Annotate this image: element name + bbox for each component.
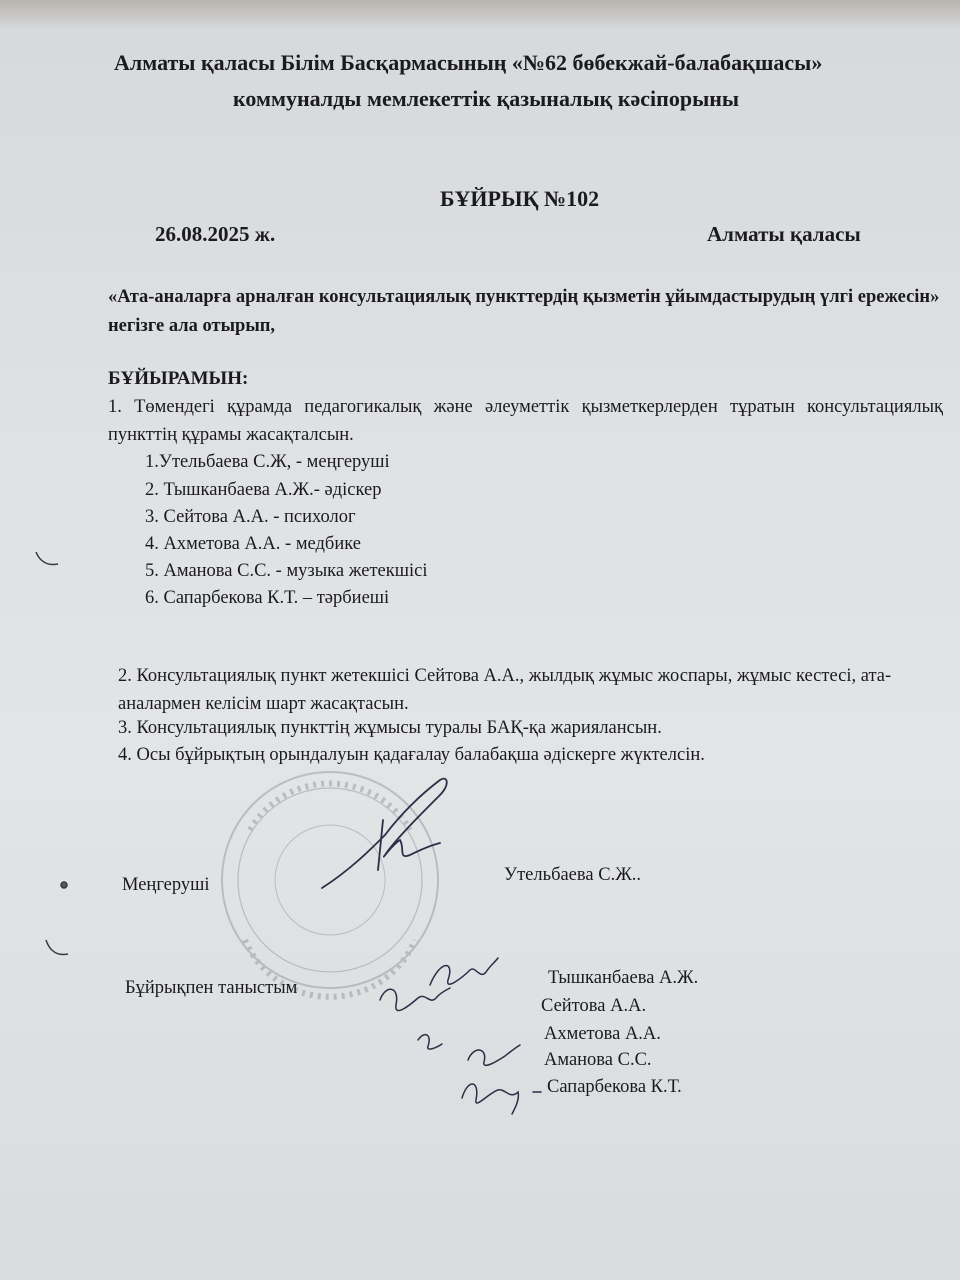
point-4: 4. Осы бұйрықтың орындалуын қадағалау балабақша әдіскерге жүктелсін.	[118, 745, 705, 765]
staff-signatures	[380, 958, 541, 1114]
order-heading: БҰЙЫРАМЫН:	[108, 368, 249, 389]
page-top-shadow	[0, 0, 960, 30]
acknowledged-name: Сейтова А.А.	[541, 996, 647, 1016]
acknowledged-name: Ахметова А.А.	[544, 1024, 661, 1044]
round-stamp	[222, 772, 438, 997]
acknowledged-name: Тышканбаева А.Ж.	[548, 968, 699, 988]
signature-name: Утельбаева С.Ж..	[504, 865, 642, 885]
organization-header-line-1: Алматы қаласы Білім Басқармасының «№62 бөбекжай-балабақшасы»	[114, 50, 823, 75]
member-item: 4. Ахметова А.А. - медбике	[145, 534, 361, 554]
page-edge-marks	[36, 552, 68, 954]
organization-header-line-2: коммуналды мемлекеттік қазыналық кәсіпорыны	[233, 86, 740, 111]
director-signature	[322, 779, 447, 888]
member-item: 2. Тышканбаева А.Ж.- әдіскер	[145, 480, 382, 500]
member-item: 3. Сейтова А.А. - психолог	[145, 507, 356, 527]
order-basis: «Ата-аналарға арналған консультациялық пункттердің қызметін ұйымдастырудың үлгі ережесін» негізге ала отырып,	[108, 287, 940, 336]
point-3: 3. Консультациялық пункттің жұмысы туралы БАҚ-қа жариялансын.	[118, 718, 662, 738]
order-title: БҰЙРЫҚ №102	[440, 186, 600, 211]
order-date: 26.08.2025 ж.	[155, 222, 276, 246]
order-city: Алматы қаласы	[707, 222, 861, 246]
acknowledged-name: Сапарбекова К.Т.	[547, 1077, 682, 1097]
member-item: 1.Утельбаева С.Ж, - меңгеруші	[145, 452, 390, 472]
member-item: 5. Аманова С.С. - музыка жетекшісі	[145, 561, 428, 581]
acknowledged-label: Бұйрықпен таныстым	[125, 978, 298, 998]
point-1: 1. Төмендегі құрамда педагогикалық және әлеуметтік қызметкерлерден тұратын консультациялық пункттің құрамы жасақталсын.	[108, 397, 943, 445]
signature-position: Меңгеруші	[122, 875, 210, 895]
member-item: 6. Сапарбекова К.Т. – тәрбиеші	[145, 588, 390, 608]
acknowledged-name: Аманова С.С.	[544, 1050, 652, 1070]
point-2: 2. Консультациялық пункт жетекшісі Сейтова А.А., жылдық жұмыс жоспары, жұмыс кестесі, ата-аналармен келісім шарт жасақтасын.	[118, 666, 892, 714]
